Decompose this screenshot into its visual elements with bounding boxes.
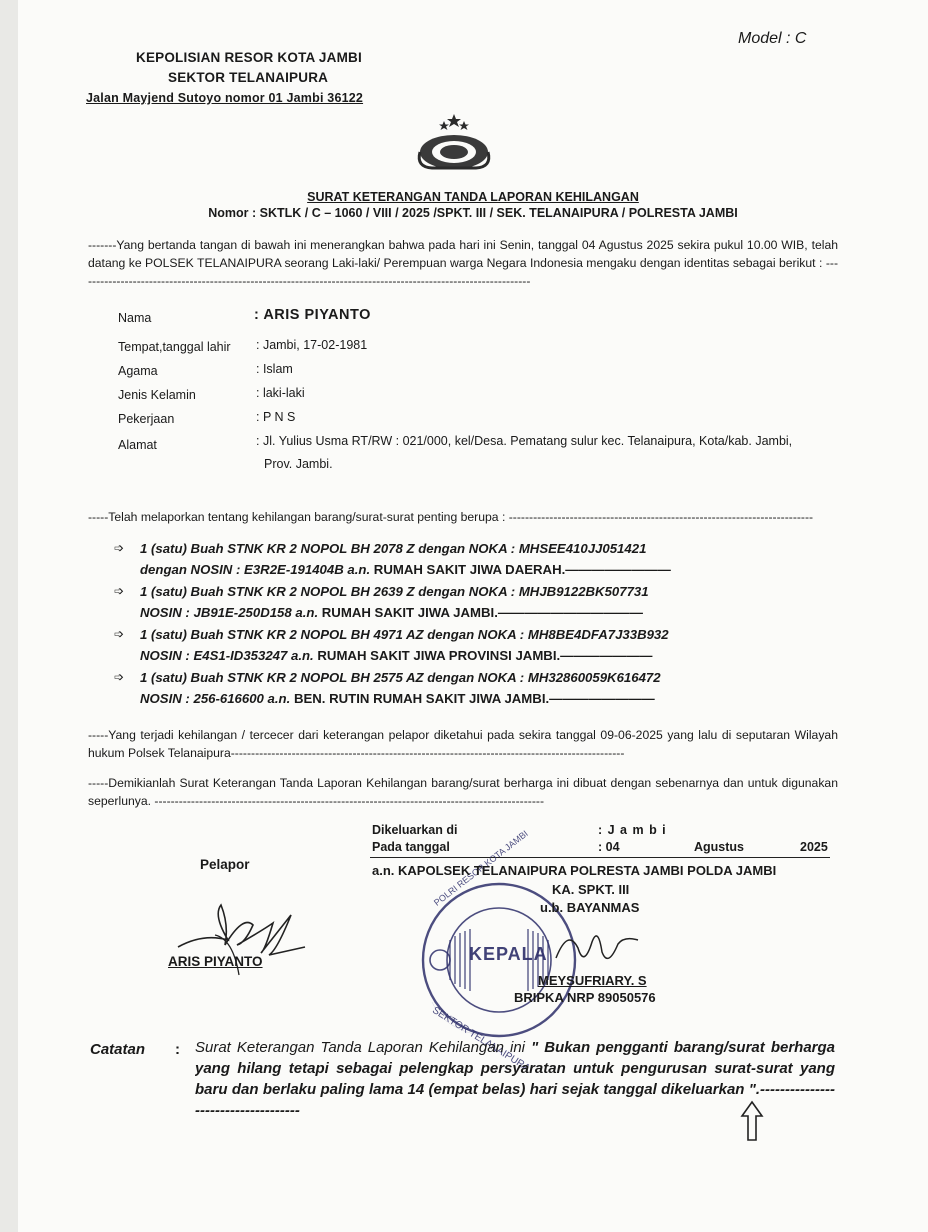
pelapor-name: ARIS PIYANTO (168, 954, 263, 969)
arrow-bullet-icon: ➩ (114, 541, 125, 555)
item-line-2-ref: NOSIN : 256-616600 a.n. (140, 691, 291, 706)
lost-items-list (114, 538, 844, 710)
report-line: -----Telah melaporkan tentang kehilangan barang/surat-surat penting berupa : --------------------------------------------------------------------------- (88, 510, 814, 524)
identity-label: Tempat,tanggal lahir (118, 340, 231, 354)
signatory-signature-icon (548, 918, 648, 978)
document-page (18, 0, 928, 1232)
identity-label: Nama (118, 311, 152, 325)
item-line-1: 1 (satu) Buah STNK KR 2 NOPOL BH 4971 AZ dengan NOKA : MH8BE4DFA7J33B932 (140, 627, 669, 642)
identity-value: : Islam (256, 362, 293, 376)
stamp-bottom-text: SEKTOR TELANAIPURA (430, 1005, 532, 1075)
identity-value: : Jambi, 17-02-1981 (256, 338, 368, 352)
identity-table (118, 306, 858, 480)
item-line-1: 1 (satu) Buah STNK KR 2 NOPOL BH 2078 Z dengan NOKA : MHSEE410JJ051421 (140, 541, 647, 556)
title-number: Nomor : SKTLK / C – 1060 / VIII / 2025 /SPKT. III / SEK. TELANAIPURA / POLRESTA JAMBI (208, 206, 738, 220)
identity-row-religion (118, 362, 858, 386)
note-label: Catatan (90, 1041, 146, 1058)
stamp-top-text: POLRI RESOR KOTA JAMBI (432, 828, 530, 908)
item-line-2-ref: dengan NOSIN : E3R2E-191404B a.n. (140, 562, 371, 577)
identity-value: : ARIS PIYANTO (254, 307, 371, 323)
identity-label: Pekerjaan (118, 412, 175, 426)
closing-paragraph: -----Demikianlah Surat Keterangan Tanda Laporan Kehilangan barang/surat berharga ini dibuat dengan sebenarnya dan untuk digunakan seperlunya. ------------------------------------------------------------------------------------------------ (88, 776, 838, 808)
issued-place-label: Dikeluarkan di (372, 823, 458, 837)
arrow-bullet-icon: ➩ (114, 670, 125, 684)
police-emblem-icon (406, 112, 502, 174)
identity-row-gender (118, 386, 858, 410)
identity-value-cont: Prov. Jambi. (264, 457, 333, 471)
item-line-2-ref: NOSIN : E4S1-ID353247 a.n. (140, 648, 314, 663)
header-line-2: SEKTOR TELANAIPURA (168, 70, 329, 85)
signatory-name: MEYSUFRIARY. S (538, 973, 647, 988)
item-line-1: 1 (satu) Buah STNK KR 2 NOPOL BH 2639 Z dengan NOKA : MHJB9122BK507731 (140, 584, 649, 599)
intro-paragraph: -------Yang bertanda tangan di bawah ini menerangkan bahwa pada hari ini Senin, tanggal 04 Agustus 2025 sekira pukul 10.00 WIB, telah datang ke POLSEK TELANAIPURA seorang Laki-laki/ Perempuan warga Negara Indonesia mengaku dengan identitas sebagai berikut : ---------------------------------------------------------------------------------------------------------------- (88, 238, 838, 288)
identity-row-name (118, 306, 858, 332)
pelapor-label: Pelapor (200, 857, 250, 872)
arrow-up-icon (740, 1100, 764, 1142)
document-title (168, 190, 778, 220)
list-item (114, 667, 844, 710)
arrow-bullet-icon: ➩ (114, 584, 125, 598)
item-line-2-ref: NOSIN : JB91E-250D158 a.n. (140, 605, 319, 620)
stamp-center-text: KEPALA (469, 944, 548, 964)
note-text-bold: " Bukan pengganti barang/surat berharga yang hilang tetapi sebagai pelengkap persyaratan untuk pengurusan surat-surat yang baru dan berlaku paling lama 14 (empat belas) hari sejak tanggal dikeluarkan ".------------------------------------ (195, 1039, 835, 1119)
item-owner: RUMAH SAKIT JIWA PROVINSI JAMBI.——————— (317, 648, 653, 663)
issued-place-value: : J a m b i (598, 823, 667, 837)
identity-value: : laki-laki (256, 386, 305, 400)
identity-label: Alamat (118, 438, 157, 452)
title-main: SURAT KETERANGAN TANDA LAPORAN KEHILANGAN (307, 190, 639, 204)
list-item (114, 624, 844, 667)
model-label: Model : C (738, 30, 807, 47)
issued-date-year: 2025 (800, 840, 828, 854)
identity-row-occupation (118, 410, 858, 434)
list-item (114, 538, 844, 581)
note-colon: : (175, 1041, 180, 1058)
item-owner: RUMAH SAKIT JIWA JAMBI.——————————— (321, 605, 643, 620)
signatory-position-1: KA. SPKT. III (552, 882, 630, 897)
identity-row-address (118, 434, 858, 480)
issued-date-day: : 04 (598, 840, 620, 854)
signature-icon (173, 895, 313, 985)
item-owner: BEN. RUTIN RUMAH SAKIT JIWA JAMBI.———————— (293, 691, 655, 706)
item-line-1: 1 (satu) Buah STNK KR 2 NOPOL BH 2575 AZ dengan NOKA : MH32860059K616472 (140, 670, 661, 685)
note-text-normal: Surat Keterangan Tanda Laporan Kehilangan ini (195, 1039, 526, 1056)
header-address: Jalan Mayjend Sutoyo nomor 01 Jambi 36122 (86, 91, 364, 105)
list-item (114, 581, 844, 624)
identity-value: : P N S (256, 410, 296, 424)
note-text (195, 1037, 835, 1123)
identity-label: Agama (118, 364, 158, 378)
signatory-on-behalf: a.n. KAPOLSEK TELANAIPURA POLRESTA JAMBI POLDA JAMBI (372, 863, 777, 878)
identity-label: Jenis Kelamin (118, 388, 196, 402)
item-owner: RUMAH SAKIT JIWA DAERAH.———————— (373, 562, 671, 577)
identity-row-birth (118, 338, 858, 362)
issued-date-label: Pada tanggal (372, 840, 450, 854)
issued-divider (370, 857, 830, 858)
signatory-position-2: u.b. BAYANMAS (540, 900, 640, 915)
arrow-bullet-icon: ➩ (114, 627, 125, 641)
header-line-1: KEPOLISIAN RESOR KOTA JAMBI (136, 50, 362, 65)
lost-paragraph: -----Yang terjadi kehilangan / tercecer dari keterangan pelapor diketahui pada sekira tanggal 09-06-2025 yang lalu di seputaran Wilayah hukum Polsek Telanaipura------------------------------------------------------------------------------------------------- (88, 728, 838, 760)
identity-value: : Jl. Yulius Usma RT/RW : 021/000, kel/Desa. Pematang sulur kec. Telanaipura, Kota/kab. Jambi, (256, 434, 793, 448)
issued-date-month: Agustus (694, 840, 744, 854)
signatory-rank: BRIPKA NRP 89050576 (514, 990, 656, 1005)
